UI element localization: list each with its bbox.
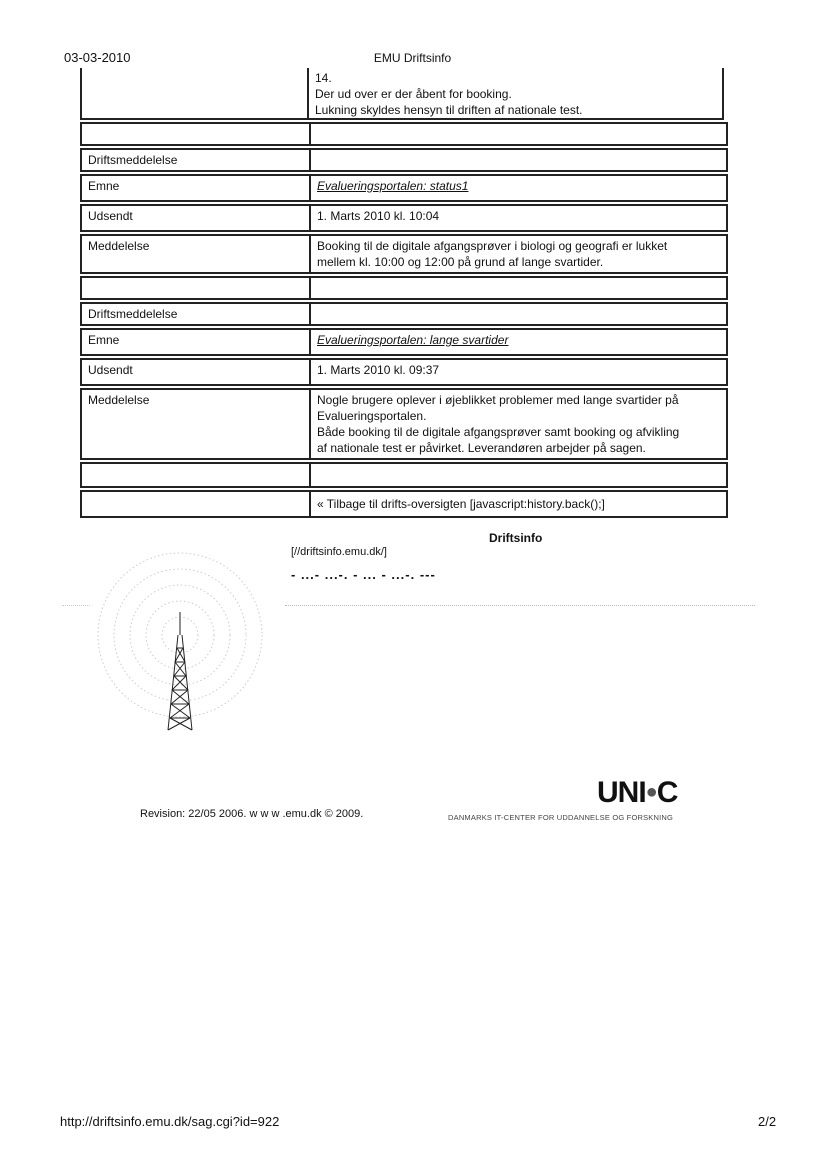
page-title: EMU Driftsinfo [373,51,452,65]
footer-url[interactable]: [//driftsinfo.emu.dk/] [291,546,387,558]
continuation-text: 14. Der ud over er der åbent for booking. Lukning skyldes hensyn til driften af nationale test. [307,68,724,118]
body-label: Meddelelse [88,239,150,253]
print-date: 03-03-2010 [64,50,131,65]
divider [285,605,755,606]
sent-label: Udsendt [88,209,133,223]
subject-link[interactable]: Evalueringsportalen: status1 [317,179,469,193]
table-row-back [80,490,728,518]
subject-label: Emne [88,179,120,193]
table-row [80,388,728,460]
unic-subtitle: DANMARKS IT-CENTER FOR UDDANNELSE OG FORSKNING [448,813,674,822]
body-text: Booking til de digitale afgangsprøver i biologi og geografi er lukket mellem kl. 10:00 og 12:00 på grund af lange svartider. [309,236,726,272]
unic-logo: UNI●C [597,776,678,809]
subject-label: Emne [88,333,120,347]
table-row-spacer [80,462,728,488]
radio-tower-icon [90,530,280,740]
table-row-spacer [80,276,728,300]
divider [62,605,90,606]
section-label: Driftsmeddelelse [88,307,178,321]
table-row [80,234,728,274]
footer-dashes: - ...- ...-. - ... - ...-. --- [291,567,436,582]
page-url: http://driftsinfo.emu.dk/sag.cgi?id=922 [60,1114,280,1129]
subject-link[interactable]: Evalueringsportalen: lange svartider [317,333,509,347]
footer-title: Driftsinfo [489,531,543,545]
table-row [80,358,728,386]
sent-value: 1. Marts 2010 kl. 10:04 [309,206,726,230]
page-number: 2/2 [758,1114,777,1129]
body-text: Nogle brugere oplever i øjeblikket problemer med lange svartider på Evalueringsportalen. Både booking til de digitale afgangsprøver samt booking og afvikling af nationale test er påvirket. Leverandøren arbejder på sagen. [309,390,726,458]
table-row [80,302,728,326]
table-row-continuation [80,68,724,118]
back-link[interactable]: « Tilbage til drifts-oversigten [javascript:history.back();] [317,497,605,511]
table-row-spacer [80,122,728,146]
messages-table [80,68,724,518]
sent-value: 1. Marts 2010 kl. 09:37 [309,360,726,384]
table-row [80,204,728,232]
revision-text: Revision: 22/05 2006. w w w .emu.dk © 2009. [140,808,364,820]
table-row [80,148,728,172]
table-row [80,328,728,356]
sent-label: Udsendt [88,363,133,377]
body-label: Meddelelse [88,393,150,407]
table-row [80,174,728,202]
section-label: Driftsmeddelelse [88,153,178,167]
